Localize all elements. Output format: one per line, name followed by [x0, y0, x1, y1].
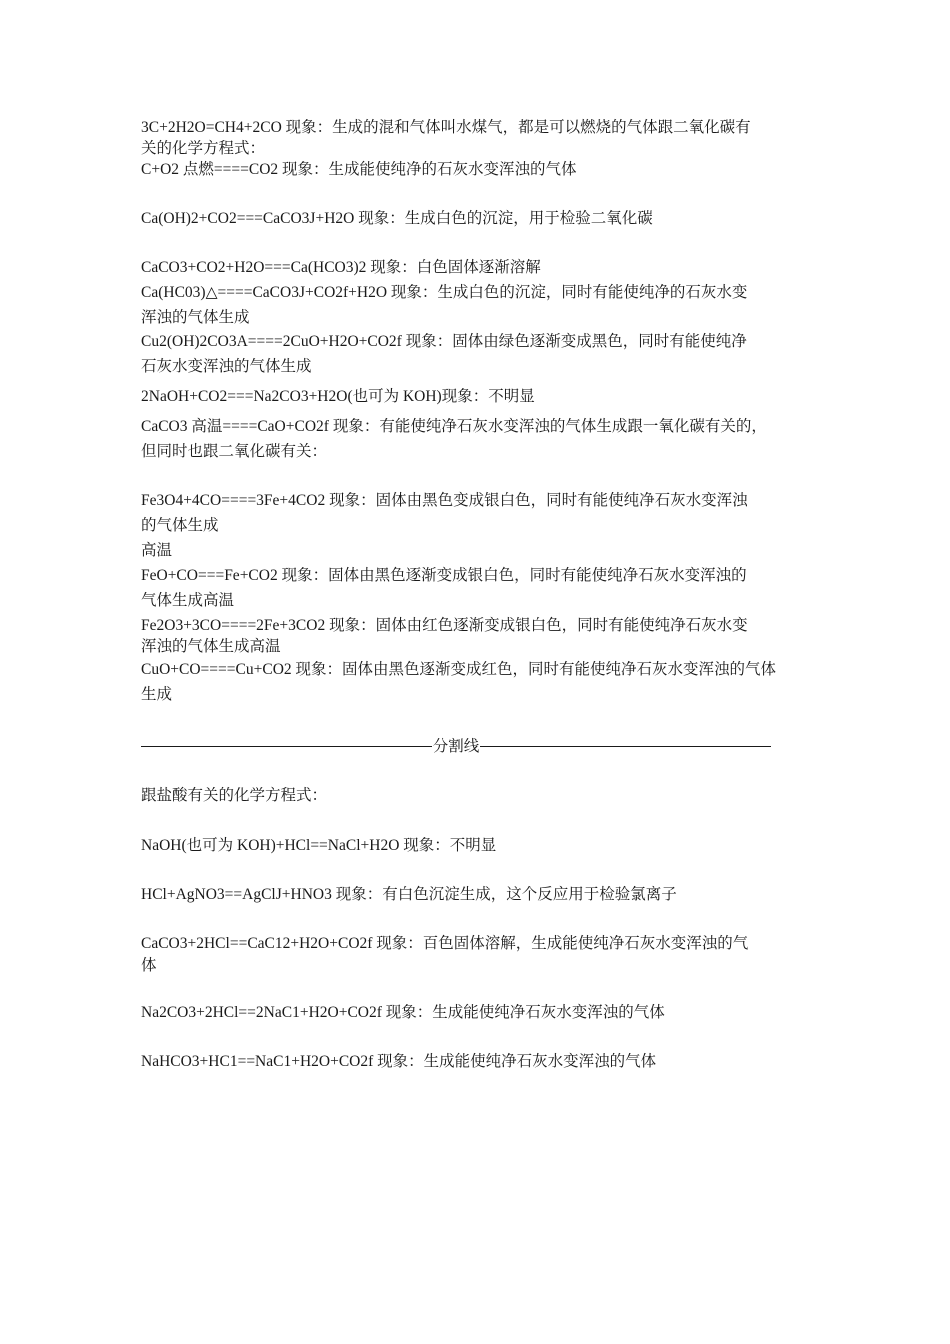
text-line: NaOH(也可为 KOH)+HCl==NaCl+H2O 现象：不明显: [141, 837, 497, 854]
text-line: 高温: [141, 542, 173, 559]
text-line: C+O2 点燃====CO2 现象：生成能使纯净的石灰水变浑浊的气体: [141, 161, 577, 178]
text-line: Fe3O4+4CO====3Fe+4CO2 现象：固体由黑色变成银白色，同时有能使纯净石灰水变浑浊: [141, 492, 748, 509]
text-line: 2NaOH+CO2===Na2CO3+H2O(也可为 KOH)现象：不明显: [141, 388, 535, 405]
text-line: NaHCO3+HC1==NaC1+H2O+CO2f 现象：生成能使纯净石灰水变浑浊的气体: [141, 1053, 657, 1070]
text-line: 气体生成高温: [141, 592, 235, 609]
text-line: FeO+CO===Fe+CO2 现象：固体由黑色逐渐变成银白色，同时有能使纯净石灰水变浑浊的: [141, 567, 747, 584]
divider-rule-left: [141, 746, 432, 747]
text-line: 生成: [141, 686, 173, 703]
text-line: 3C+2H2O=CH4+2CO 现象：生成的混和气体叫水煤气，都是可以燃烧的气体跟二氧化碳有: [141, 119, 751, 136]
text-line: Na2CO3+2HCl==2NaC1+H2O+CO2f 现象：生成能使纯净石灰水变浑浊的气体: [141, 1004, 665, 1021]
text-line: HCl+AgNO3==AgClJ+HNO3 现象：有白色沉淀生成，这个反应用于检验氯离子: [141, 886, 677, 903]
text-line: 浑浊的气体生成: [141, 309, 250, 326]
text-line: CaCO3+2HCl==CaC12+H2O+CO2f 现象：百色固体溶解，生成能使纯净石灰水变浑浊的气: [141, 935, 749, 952]
text-line: CaCO3 高温====CaO+CO2f 现象：有能使纯净石灰水变浑浊的气体生成跟一氧化碳有关的，: [141, 418, 767, 435]
text-line: CaCO3+CO2+H2O===Ca(HCO3)2 现象：白色固体逐渐溶解: [141, 259, 541, 276]
section-heading: 跟盐酸有关的化学方程式：: [141, 787, 328, 804]
divider-rule-right: [480, 746, 771, 747]
text-line: Ca(OH)2+CO2===CaCO3J+H2O 现象：生成白色的沉淀，用于检验二氧化碳: [141, 210, 653, 227]
text-line: 石灰水变浑浊的气体生成: [141, 358, 312, 375]
text-line: Ca(HC03)△====CaCO3J+CO2f+H2O 现象：生成白色的沉淀，同时有能使纯净的石灰水变: [141, 284, 748, 301]
text-line: CuO+CO====Cu+CO2 现象：固体由黑色逐渐变成红色，同时有能使纯净石灰水变浑浊的气体: [141, 661, 777, 678]
text-line: Fe2O3+3CO====2Fe+3CO2 现象：固体由红色逐渐变成银白色，同时有能使纯净石灰水变: [141, 617, 748, 634]
text-line: 体: [141, 957, 157, 974]
text-line: 的气体生成: [141, 517, 219, 534]
text-line: 关的化学方程式：: [141, 140, 266, 157]
section-divider: [141, 736, 771, 757]
divider-label: 分割线: [432, 738, 480, 755]
text-line: Cu2(OH)2CO3A====2CuO+H2O+CO2f 现象：固体由绿色逐渐变成黑色，同时有能使纯净: [141, 333, 747, 350]
text-line: 但同时也跟二氧化碳有关：: [141, 443, 328, 460]
text-line: 浑浊的气体生成高温: [141, 638, 281, 655]
